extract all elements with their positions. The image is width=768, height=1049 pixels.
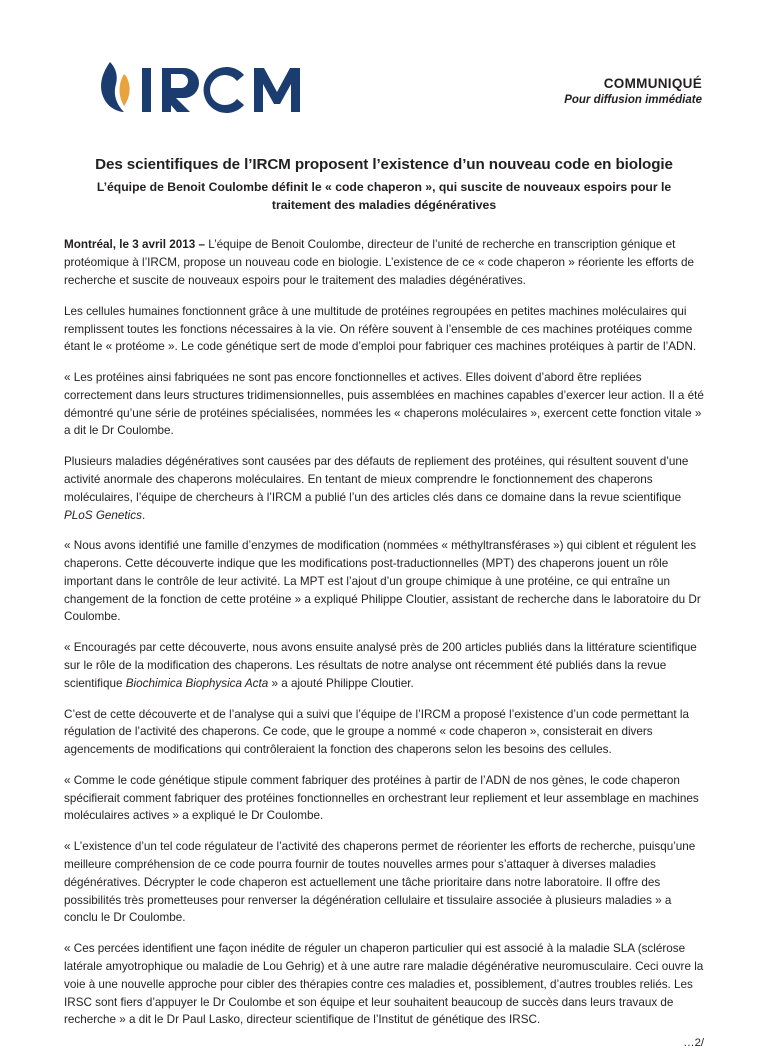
paragraph-3: « Les protéines ainsi fabriquées ne sont pas encore fonctionnelles et actives. Elles doivent d’abord être repliées correctement dans leurs structures tridimensionnelles, puis assemblées en machines capables d’exercer leur action. Il a été démontré qu’une série de protéines spécialisées, nommées les « chaperons moléculaires », exercent cette fonction vitale » a dit le Dr Coulombe.	[64, 371, 704, 438]
page-subtitle: L’équipe de Benoit Coulombe définit le « code chaperon », qui suscite de nouveaux espoirs pour le traitement des maladies dégénératives	[96, 180, 672, 212]
ircm-logo-mark	[94, 56, 309, 118]
document-header	[64, 52, 704, 126]
page-continuation-marker: …2/	[683, 1037, 704, 1049]
paragraph-4	[64, 453, 704, 524]
paragraph-4-text-b: .	[141, 508, 146, 522]
diffusion-label: Pour diffusion immédiate	[564, 94, 702, 106]
page-title: Des scientifiques de l’IRCM proposent l’existence d’un nouveau code en biologie	[95, 156, 673, 173]
paragraph-6-text-b: » a ajouté Philippe Cloutier.	[268, 676, 414, 690]
document-body	[64, 236, 704, 1029]
paragraph-8: « Comme le code génétique stipule comment fabriquer des protéines à partir de l’ADN de nos gènes, le code chaperon spécifierait comment fabriquer des protéines fonctionnelles en orchestrant leur repliement et leur assemblage en machines moléculaires actives » a expliqué le Dr Coulombe.	[64, 773, 699, 823]
communique-label: COMMUNIQUÉ	[603, 76, 702, 91]
journal-name-plos: PLoS Genetics	[64, 508, 142, 522]
paragraph-6-text-a: « Encouragés par cette découverte, nous avons ensuite analysé près de 200 articles publiés dans la littérature scientifique sur le rôle de la modification des chaperons. Les résultats de notre analyse ont récemment été publiés dans la revue scientifique	[64, 641, 697, 690]
header-meta	[564, 76, 702, 106]
paragraph-2: Les cellules humaines fonctionnent grâce à une multitude de protéines regroupées en petites machines moléculaires qui remplissent toutes les fonctions nécessaires à la vie. On réfère souvent à l’ensemble de ces machines protéiques comme étant le « protéome ». Le code génétique sert de mode d’emploi pour fabriquer ces machines protéiques à partir de l’ADN.	[64, 304, 697, 354]
paragraph-6	[64, 639, 704, 692]
paragraph-5: « Nous avons identifié une famille d’enzymes de modification (nommées « méthyltransférases ») qui ciblent et régulent les chaperons. Cette découverte indique que les modifications post-traductionnelles (MPT) des chaperons jouent un rôle important dans le contrôle de leur activité. La MPT est l’ajout d’un groupe chimique à une protéine, ce qui entraîne un changement de la fonction de cette protéine » a expliqué Philippe Cloutier, assistant de recherche dans le laboratoire du Dr Coulombe.	[64, 539, 701, 624]
paragraph-1	[64, 236, 704, 289]
paragraph-1-text: L’équipe de Benoit Coulombe, directeur de l’unité de recherche en transcription génique et protéomique à l’IRCM, propose un nouveau code en biologie. L’existence de ce « code chaperon » réoriente les efforts de recherche et suscite de nouveaux espoirs pour le traitement des maladies dégénératives.	[64, 238, 695, 287]
paragraph-4-text-a: Plusieurs maladies dégénératives sont causées par des défauts de repliement des protéines, qui résultent souvent d’une activité anormale des chaperons moléculaires. En tentant de mieux comprendre le fonctionnement des chaperons moléculaires, l’équipe de chercheurs à l’IRCM a publié l’un des articles clés dans ce domaine dans la revue scientifique	[64, 455, 689, 504]
ircm-logo	[94, 56, 309, 118]
paragraph-9: « L’existence d’un tel code régulateur de l’activité des chaperons permet de réorienter les efforts de recherche, puisqu’une meilleure compréhension de ce code pourra fournir de toutes nouvelles armes pour s’attaquer à diverses maladies dégénératives. Décrypter le code chaperon est actuellement une tâche prioritaire dans notre laboratoire. Il offre des possibilités très prometteuses pour renverser la dégénération cellulaire et tissulaire associée à plusieurs maladies » a conclu le Dr Coulombe.	[64, 840, 696, 925]
title-block	[64, 156, 704, 214]
journal-name-bba: Biochimica Biophysica Acta	[125, 676, 269, 690]
paragraph-10: « Ces percées identifient une façon inédite de réguler un chaperon particulier qui est associé à la maladie SLA (sclérose latérale amyotrophique ou maladie de Lou Gehrig) et à une autre rare maladie dégénérative neuromusculaire. Ceci ouvre la voie à une nouvelle approche pour cibler des thérapies contre ces maladies et, possiblement, d’autres troubles reliés. Les IRSC sont fiers d’appuyer le Dr Coulombe et son équipe et leur souhaitent beaucoup de succès dans leurs travaux de recherche » a dit le Dr Paul Lasko, directeur scientifique de l’Institut de génétique des IRSC.	[64, 942, 704, 1027]
paragraph-7: C’est de cette découverte et de l’analyse qui a suivi que l’équipe de l’IRCM a proposé l’existence d’un code permettant la régulation de l’activité des chaperons. Ce code, que le groupe a nommé « code chaperon », consisterait en divers agencements de modifications qui contrôleraient la fonction des chaperons selon les besoins des cellules.	[64, 707, 689, 757]
dateline: Montréal, le 3 avril 2013 –	[64, 238, 209, 252]
